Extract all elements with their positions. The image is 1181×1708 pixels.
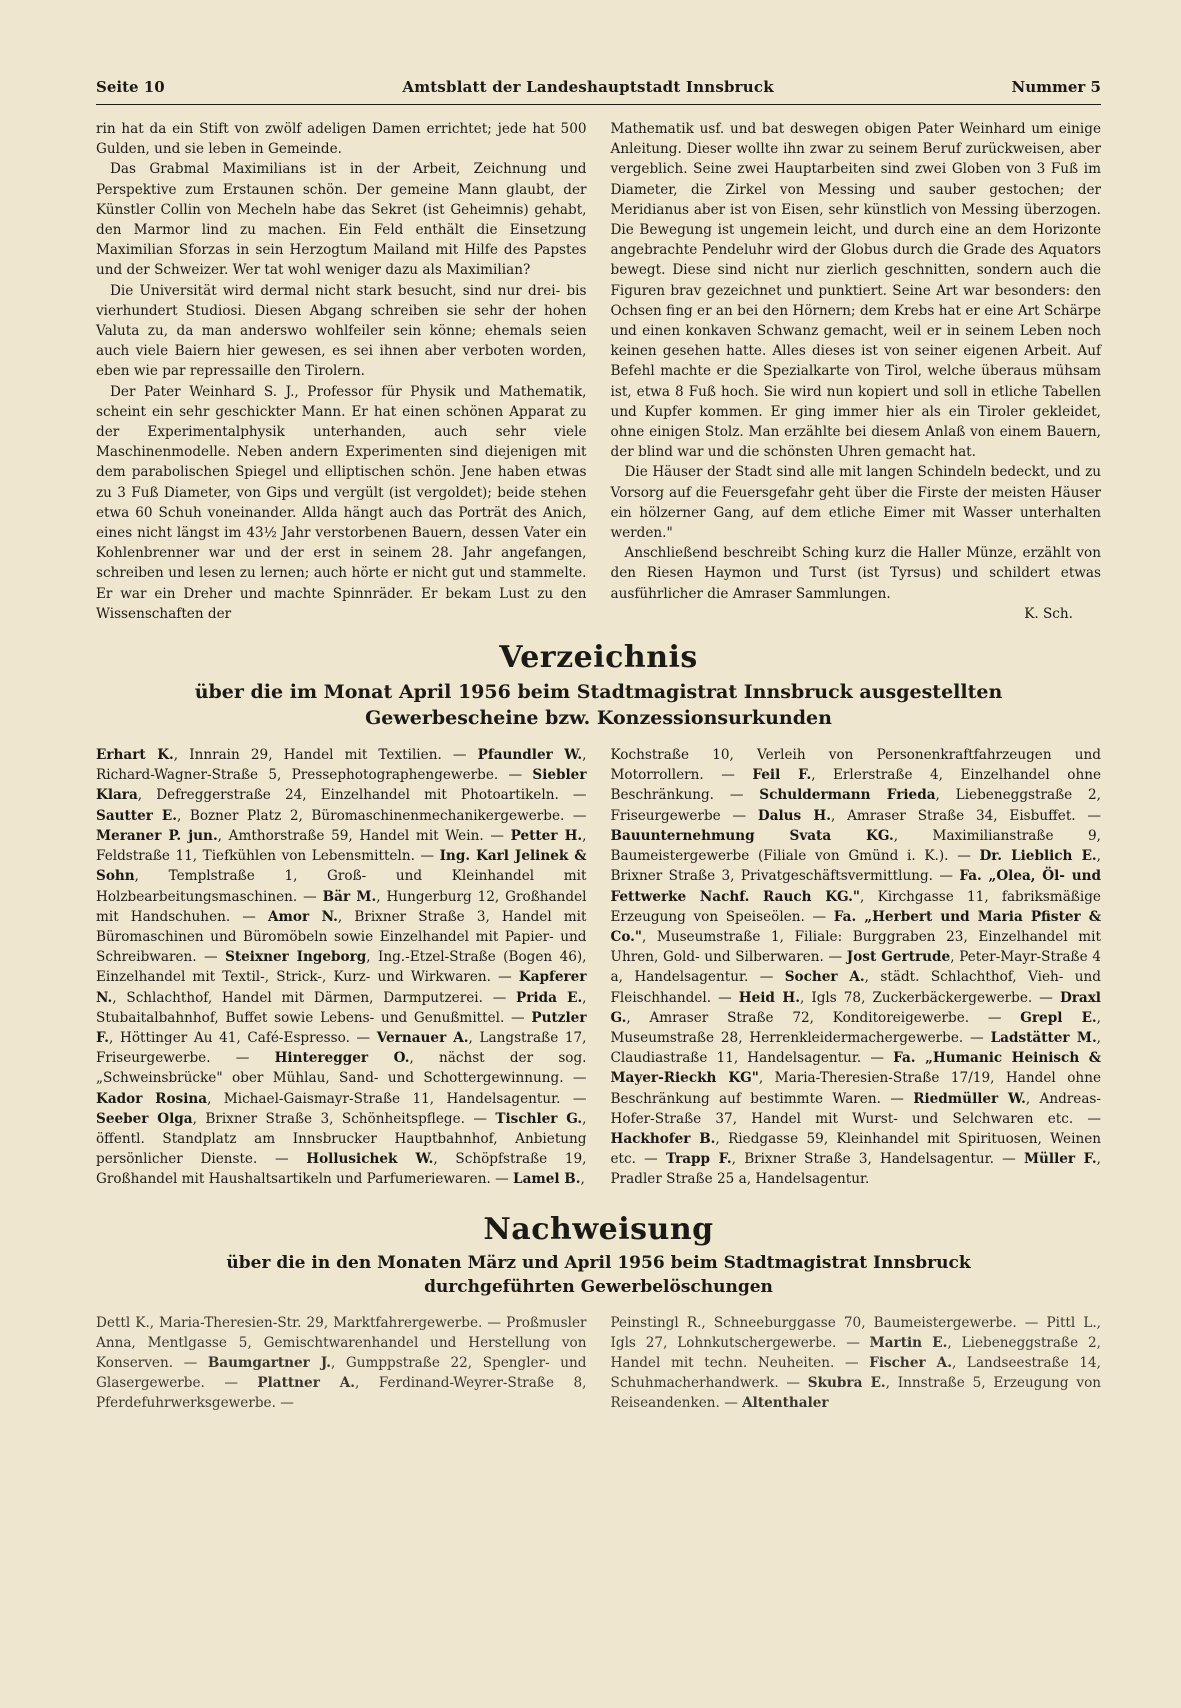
entry-name: Vernauer A. xyxy=(376,1029,469,1046)
nachweisung-right-list xyxy=(611,1313,1102,1414)
article-paragraph: Die Häuser der Stadt sind alle mit langen Schindeln bedeckt, und zu Vorsorg auf die Feuersgefahr geht über die Firste der meisten Häuser ein hölzerner Gang, auf dem etliche Eimer mit Wasser unterhalten werden." xyxy=(610,464,1101,542)
entry-name: Martin E. xyxy=(869,1334,948,1351)
entry-text: , Innstraße 5, Erzeugung von Reiseandenken. — xyxy=(610,1375,1102,1412)
entry-text: , Brixner Straße 3, Handelsagentur. — xyxy=(731,1151,1024,1168)
entry-text: , nächst der sog. „Schweinsbrücke" ober Mühlau, Sand- und Schottergewinnung. — xyxy=(96,1050,587,1087)
publication-title: Amtsblatt der Landeshauptstadt Innsbruck xyxy=(402,78,774,96)
entry-name: Hinteregger O. xyxy=(274,1050,410,1067)
entry-name: Prida E. xyxy=(516,989,583,1006)
verzeichnis-title: Verzeichnis xyxy=(499,640,698,676)
entry-name: Tischler G. xyxy=(495,1110,583,1127)
entry-text: , Templstraße 1, Groß- und Kleinhandel mit Holzbearbeitungsmaschinen. — xyxy=(96,868,587,905)
article-paragraph: Mathematik usf. und bat deswegen obigen Pater Weinhard um einige Anleitung. Dieser wollte ihn zwar zu seinem Beruf zurückweisen, aber vergeblich. Seine zwei Hauptarbeiten sind zwei Globen von 3 Fuß im Diameter, die Zirkel von Messing und sauber gestochen; der Meridianus aber ist von Eisen, sehr künstlich von Messing überzogen. Die Bewegung ist ungemein leicht, und durch eine an dem Horizonte angebrachte Pendeluhr wird der Globus durch die Grade des Aquators bewegt. Diese sind nicht nur zierlich geschnitten, sondern auch die Figuren brav gezeichnet und punktiert. Seine Art war besonders: den Ochsen fing er an bei den Hörnern; dem Krebs hat er eine Art Schärpe und einen konkaven Schwanz gemacht, weil er in seinem Leben noch keinen gesehen hatte. Alles dieses ist von seiner eigenen Arbeit. Auf Befehl machte er die Spezialkarte von Tirol, welche überaus mühsam ist, etwa 8 Fuß hoch. Sie wird nun kopiert und soll in etliche Tabellen und Kupfer kommen. Er ging immer hier als ein Tiroler gekleidet, ohne einigen Stolz. Man erzählte bei diesem Anlaß von einem Bauern, der blind war und die schönsten Uhren gemacht hat. xyxy=(610,121,1101,461)
entry-text: , Schöpfstraße 19, Großhandel mit Haushaltsartikeln und Parfumeriewaren. — xyxy=(96,1151,587,1188)
entry-name: Müller F. xyxy=(1023,1151,1097,1168)
entry-name: Schuldermann Frieda xyxy=(759,787,936,804)
entry-text: , Höttinger Au 41, Café-Espresso. — xyxy=(109,1029,377,1046)
entry-name: Putzler F. xyxy=(96,1009,587,1046)
entry-name: Petter H. xyxy=(510,827,583,844)
entry-text: , Brixner Straße 3, Schönheitspflege. — xyxy=(192,1110,496,1127)
entry-name: Skubra E. xyxy=(807,1375,886,1392)
entry-name: Fa. „Humanic Heinisch & Mayer-Rieckh KG" xyxy=(610,1050,1102,1087)
entry-name: Amor N. xyxy=(267,908,338,925)
entry-name: Altenthaler xyxy=(742,1395,829,1412)
entry-text: , Liebeneggstraße 2, Handel mit techn. Neuheiten. — xyxy=(610,1334,1101,1371)
entry-text: , Maximilianstraße 9, Baumeistergewerbe (Filiale von Gmünd i. K.). — xyxy=(610,827,1101,865)
verzeichnis-left-list xyxy=(96,745,587,1189)
entry-text: Kochstraße 10, Verleih von Personenkraftfahrzeugen und Motorrollern. — xyxy=(610,747,1101,784)
nachweisung-subtitle-2: durchgeführten Gewerbelöschungen xyxy=(424,1276,773,1297)
entry-name: Ing. Karl Jelinek & Sohn xyxy=(96,848,587,885)
entry-text: , Amraser Straße 34, Eisbuffet. — xyxy=(830,807,1101,824)
entry-text: , Pradler Straße 25 a, Handelsagentur. xyxy=(610,1151,1101,1188)
article-paragraph: Anschließend beschreibt Sching kurz die Haller Münze, erzählt von den Riesen Haymon und Turst (ist Tyrsus) und schildert etwas ausführlicher die Amraser Sammlungen. xyxy=(610,545,1101,602)
entry-name: Bär M. xyxy=(322,888,377,905)
entry-text: , Langstraße 17, Friseurgewerbe. — xyxy=(96,1029,587,1067)
entry-name: Plattner A. xyxy=(257,1375,356,1392)
entry-name: Draxl G. xyxy=(610,989,1101,1026)
entry-name: Kapferer N. xyxy=(96,969,587,1006)
entry-text: , Ferdinand-Weyrer-Straße 8, Pferdefuhrwerksgewerbe. — xyxy=(96,1375,587,1412)
entry-text: , Innrain 29, Handel mit Textilien. — xyxy=(173,747,478,764)
page-number: Seite 10 xyxy=(96,78,165,96)
entry-name: Kador Rosina xyxy=(96,1090,208,1107)
article-right-column xyxy=(611,119,1102,624)
entry-name: Jost Gertrude xyxy=(846,949,951,966)
entry-text: Peinstingl R., Schneeburggasse 70, Baumeistergewerbe. — Pittl L., Igls 27, Lohnkutschergewerbe. — xyxy=(610,1314,1101,1351)
entry-text: , Stubaitalbahnhof, Buffet sowie Lebens- und Genußmittel. — xyxy=(96,989,587,1026)
article-columns xyxy=(96,119,1101,624)
entry-name: Hackhofer B. xyxy=(610,1130,716,1147)
entry-text: Dettl K., Maria-Theresien-Str. 29, Marktfahrergewerbe. — Proßmusler Anna, Mentlgasse 5, Gemischtwarenhandel und Herstellung von Konserven. — xyxy=(96,1314,587,1371)
article-paragraph: Die Universität wird dermal nicht stark besucht, sind nur drei- bis vierhundert Studiosi. Diesen Abgang schreiben sie sehr der hohen Valuta zu, da man anderswo wohlfeiler sein könne; ehemals seien auch viele Baiern hier gewesen, es sei ihnen aber verboten worden, eben wie par repressaille den Tirolern. xyxy=(96,282,587,380)
entry-text: , Peter-Mayr-Straße 4 a, Handelsagentur. — xyxy=(610,949,1102,986)
entry-text: , Bozner Platz 2, Büromaschinenmechanikergewerbe. — xyxy=(176,807,587,824)
entry-text: , Museumstraße 28, Herrenkleidermachergewerbe. — xyxy=(610,1009,1101,1046)
entry-name: Erhart K. xyxy=(96,747,174,764)
entry-text: , städt. Schlachthof, Vieh- und Fleischhandel. — xyxy=(610,969,1101,1006)
entry-text: , Feldstraße 11, Tiefkühlen von Lebensmitteln. — xyxy=(96,827,587,865)
entry-text: , Schlachthof, Handel mit Därmen, Darmputzerei. — xyxy=(112,989,517,1006)
entry-name: Steixner Ingeborg xyxy=(225,949,367,966)
entry-text: , Riedgasse 59, Kleinhandel mit Spirituosen, Weinen etc. — xyxy=(610,1130,1101,1168)
header-rule xyxy=(96,104,1101,105)
entry-name: Riedmüller W. xyxy=(913,1090,1026,1107)
entry-text: , Amraser Straße 72, Konditoreigewerbe. — xyxy=(626,1009,1021,1026)
entry-name: Fa. „Herbert und Maria Pfister & Co." xyxy=(610,908,1102,945)
entry-text: , öffentl. Standplatz am Innsbrucker Hauptbahnhof, Anbietung persönlicher Dienste. — xyxy=(96,1110,587,1168)
entry-name: Ladstätter M. xyxy=(990,1029,1097,1046)
entry-text: , Ing.-Etzel-Straße (Bogen 46), Einzelhandel mit Textil-, Strick-, Kurz- und Wirkwaren. — xyxy=(96,949,587,986)
nachweisung-title: Nachweisung xyxy=(483,1211,714,1247)
entry-name: Heid H. xyxy=(738,989,800,1006)
entry-text: , Amthorstraße 59, Handel mit Wein. — xyxy=(217,827,511,844)
entry-text: , Brixner Straße 3, Handel mit Büromaschinen und Büromöbeln sowie Einzelhandel mit Papier- und Schreibwaren. — xyxy=(96,908,587,966)
entry-text: , Liebeneggstraße 2, Friseurgewerbe — xyxy=(610,787,1101,824)
entry-name: Trapp F. xyxy=(665,1151,732,1168)
entry-text: , Gumppstraße 22, Spengler- und Glasergewerbe. — xyxy=(96,1354,587,1392)
entry-name: Dr. Lieblich E. xyxy=(979,848,1097,865)
entry-name: Fischer A. xyxy=(869,1354,952,1371)
entry-name: Grepl E. xyxy=(1020,1009,1097,1026)
article-paragraph: rin hat da ein Stift von zwölf adeligen Damen errichtet; jede hat 500 Gulden, und sie leben in Gemeinde. xyxy=(96,121,587,158)
article-paragraph: Der Pater Weinhard S. J., Professor für Physik und Mathematik, scheint ein sehr geschickter Mann. Er hat einen schönen Apparat zu der Experimentalphysik unterhanden, auch sehr viele Maschinenmodelle. Neben andern Experimenten sind diejenigen mit dem parabolischen Spiegel und elliptischen schön. Jene haben etwas zu 3 Fuß Diameter, von Gips und vergült (ist vergoldet); beide stehen etwa 60 Schuh voneinander. Allda hängt auch das Porträt des Anich, eines nicht längst im 43½ Jahr verstorbenen Bauern, dessen Vater ein Kohlenbrenner war und der erst in seinem 28. Jahr angefangen, schreiben und lesen zu lernen; auch hörte er nicht gut und stammelte. Er war ein Dreher und machte Spinnräder. Er bekam Lust zu den Wissenschaften der xyxy=(96,383,587,622)
entry-text: , Andreas-Hofer-Straße 37, Handel mit Wurst- und Selchwaren etc. — xyxy=(610,1090,1101,1127)
nachweisung-left-list xyxy=(96,1313,587,1414)
entry-name: Bauunternehmung Svata KG. xyxy=(610,827,894,844)
page-header xyxy=(96,78,1101,96)
article-paragraph: Das Grabmal Maximilians ist in der Arbeit, Zeichnung und Perspektive zum Erstaunen schön. Der gemeine Mann glaubt, der Künstler Collin von Mecheln habe das Sekret (ist Geheimnis) gehabt, den Marmor lind zu machen. Ein Feld enthält die Einsetzung Maximilian Sforzas in sein Herzogtum Mailand mit Hilfe des Papstes und der Schweizer. Wer tat wohl weniger dazu als Maximilian? xyxy=(96,161,587,279)
entry-name: Sautter E. xyxy=(96,807,177,824)
verzeichnis-columns xyxy=(96,745,1101,1189)
entry-text: , xyxy=(580,1171,585,1188)
entry-text: , Landseestraße 14, Schuhmacherhandwerk. — xyxy=(610,1354,1102,1392)
issue-number: Nummer 5 xyxy=(1011,78,1101,96)
article-signature: K. Sch. xyxy=(1024,605,1073,622)
entry-name: Hollusichek W. xyxy=(306,1151,434,1168)
entry-text: , Michael-Gaismayr-Straße 11, Handelsagentur. — xyxy=(207,1090,587,1107)
entry-text: , Brixner Straße 3, Privatgeschäftsvermittlung. — xyxy=(610,848,1101,885)
entry-name: Seeber Olga xyxy=(96,1110,193,1127)
verzeichnis-right-list xyxy=(611,745,1102,1189)
entry-name: Meraner P. jun. xyxy=(96,827,218,844)
entry-text: , Maria-Theresien-Straße 17/19, Handel ohne Beschränkung auf bestimmte Waren. — xyxy=(610,1070,1101,1107)
article-left-column xyxy=(96,119,587,624)
entry-name: Socher A. xyxy=(784,969,865,986)
entry-text: , Claudiastraße 11, Handelsagentur. — xyxy=(610,1029,1101,1067)
entry-text: , Hungerburg 12, Großhandel mit Handschuhen. — xyxy=(96,888,587,925)
entry-text: , Museumstraße 1, Filiale: Burggraben 23, Einzelhandel mit Uhren, Gold- und Silberwaren. — xyxy=(610,928,1101,966)
entry-text: , Defreggerstraße 24, Einzelhandel mit Photoartikeln. — xyxy=(137,787,587,804)
entry-text: , Erlerstraße 4, Einzelhandel ohne Beschränkung. — xyxy=(610,767,1102,804)
verzeichnis-subtitle: über die im Monat April 1956 beim Stadtmagistrat Innsbruck ausgestellten xyxy=(194,681,1003,704)
entry-text: , Kirchgasse 11, fabriksmäßige Erzeugung von Speiseölen. — xyxy=(610,888,1101,925)
entry-name: Siebler Klara xyxy=(96,767,587,804)
entry-name: Lamel B. xyxy=(513,1171,581,1188)
entry-text: , Richard-Wagner-Straße 5, Pressephotographengewerbe. — xyxy=(96,747,587,784)
entry-name: Pfaundler W. xyxy=(477,747,583,764)
entry-text: , Igls 78, Zuckerbäckergewerbe. — xyxy=(799,989,1060,1006)
verzeichnis-subtitle-2: Gewerbescheine bzw. Konzessionsurkunden xyxy=(365,707,832,730)
entry-name: Baumgartner J. xyxy=(207,1354,331,1371)
entry-name: Feil F. xyxy=(752,767,812,784)
entry-name: Fa. „Olea, Öl- und Fettwerke Nachf. Rauch KG." xyxy=(610,868,1101,905)
nachweisung-columns xyxy=(96,1313,1101,1414)
entry-name: Dalus H. xyxy=(757,807,831,824)
nachweisung-subtitle: über die in den Monaten März und April 1956 beim Stadtmagistrat Innsbruck xyxy=(226,1252,971,1273)
